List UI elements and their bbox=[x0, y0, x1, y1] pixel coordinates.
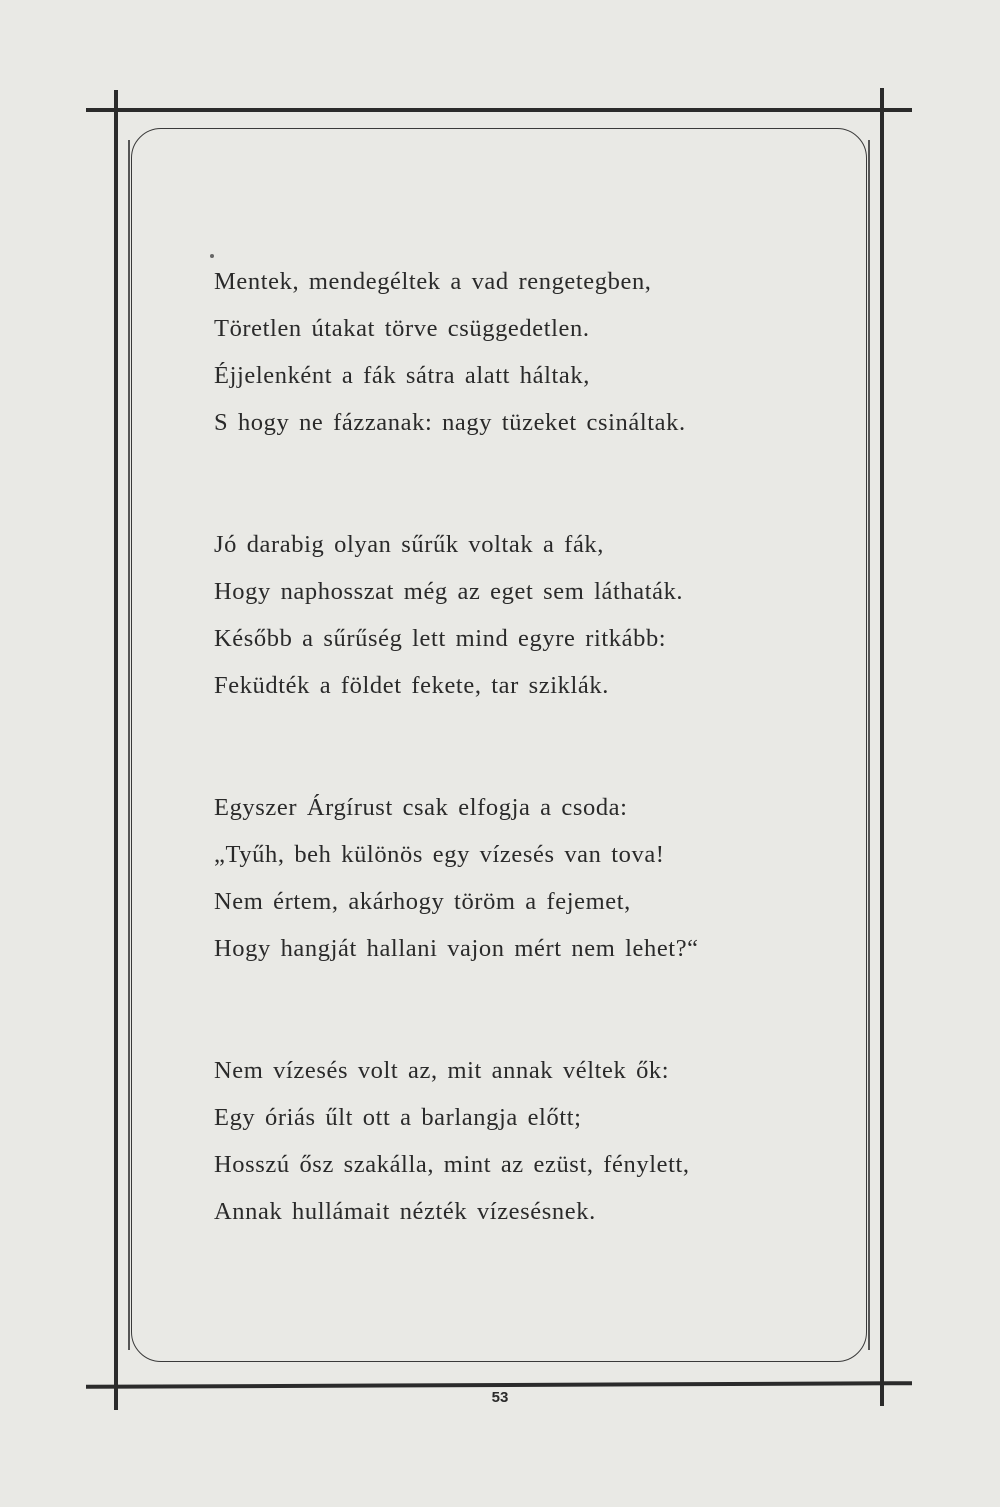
stanza bbox=[214, 521, 854, 709]
poem-line: Hogy naphosszat még az eget sem láthaták. bbox=[214, 578, 684, 605]
frame-thin-right bbox=[868, 140, 870, 1350]
page-number: 53 bbox=[491, 1389, 509, 1406]
frame-rule-bottom bbox=[86, 1381, 912, 1389]
poem-line: Később a sűrűség lett mind egyre ritkább: bbox=[214, 625, 667, 652]
frame-rule-left bbox=[114, 90, 118, 1410]
frame-rule-top bbox=[86, 108, 912, 112]
stanza bbox=[214, 784, 854, 972]
poem-line: Egyszer Árgírust csak elfogja a csoda: bbox=[214, 794, 628, 821]
stanza bbox=[214, 1047, 854, 1235]
poem-line: S hogy ne fázzanak: nagy tüzeket csináltak. bbox=[214, 409, 686, 436]
poem-line: Nem vízesés volt az, mit annak véltek ők: bbox=[214, 1057, 670, 1084]
poem-line: Mentek, mendegéltek a vad rengetegben, bbox=[214, 268, 652, 295]
poem-text bbox=[214, 258, 854, 1310]
poem-line: Töretlen útakat törve csüggedetlen. bbox=[214, 315, 590, 342]
poem-line: Feküdték a földet fekete, tar sziklák. bbox=[214, 672, 609, 699]
poem-line: Annak hullámait nézték vízesésnek. bbox=[214, 1198, 596, 1225]
stanza bbox=[214, 258, 854, 446]
poem-line: „Tyűh, beh különös egy vízesés van tova! bbox=[214, 841, 665, 868]
poem-line: Jó darabig olyan sűrűk voltak a fák, bbox=[214, 531, 604, 558]
poem-line: Éjjelenként a fák sátra alatt háltak, bbox=[214, 362, 590, 389]
poem-line: Egy óriás űlt ott a barlangja előtt; bbox=[214, 1104, 582, 1131]
poem-line: Hogy hangját hallani vajon mért nem lehet?“ bbox=[214, 935, 699, 962]
frame-rule-right bbox=[880, 88, 884, 1406]
poem-line: Nem értem, akárhogy töröm a fejemet, bbox=[214, 888, 631, 915]
frame-thin-left bbox=[128, 140, 130, 1350]
poem-line: Hosszú ősz szakálla, mint az ezüst, fénylett, bbox=[214, 1151, 690, 1178]
